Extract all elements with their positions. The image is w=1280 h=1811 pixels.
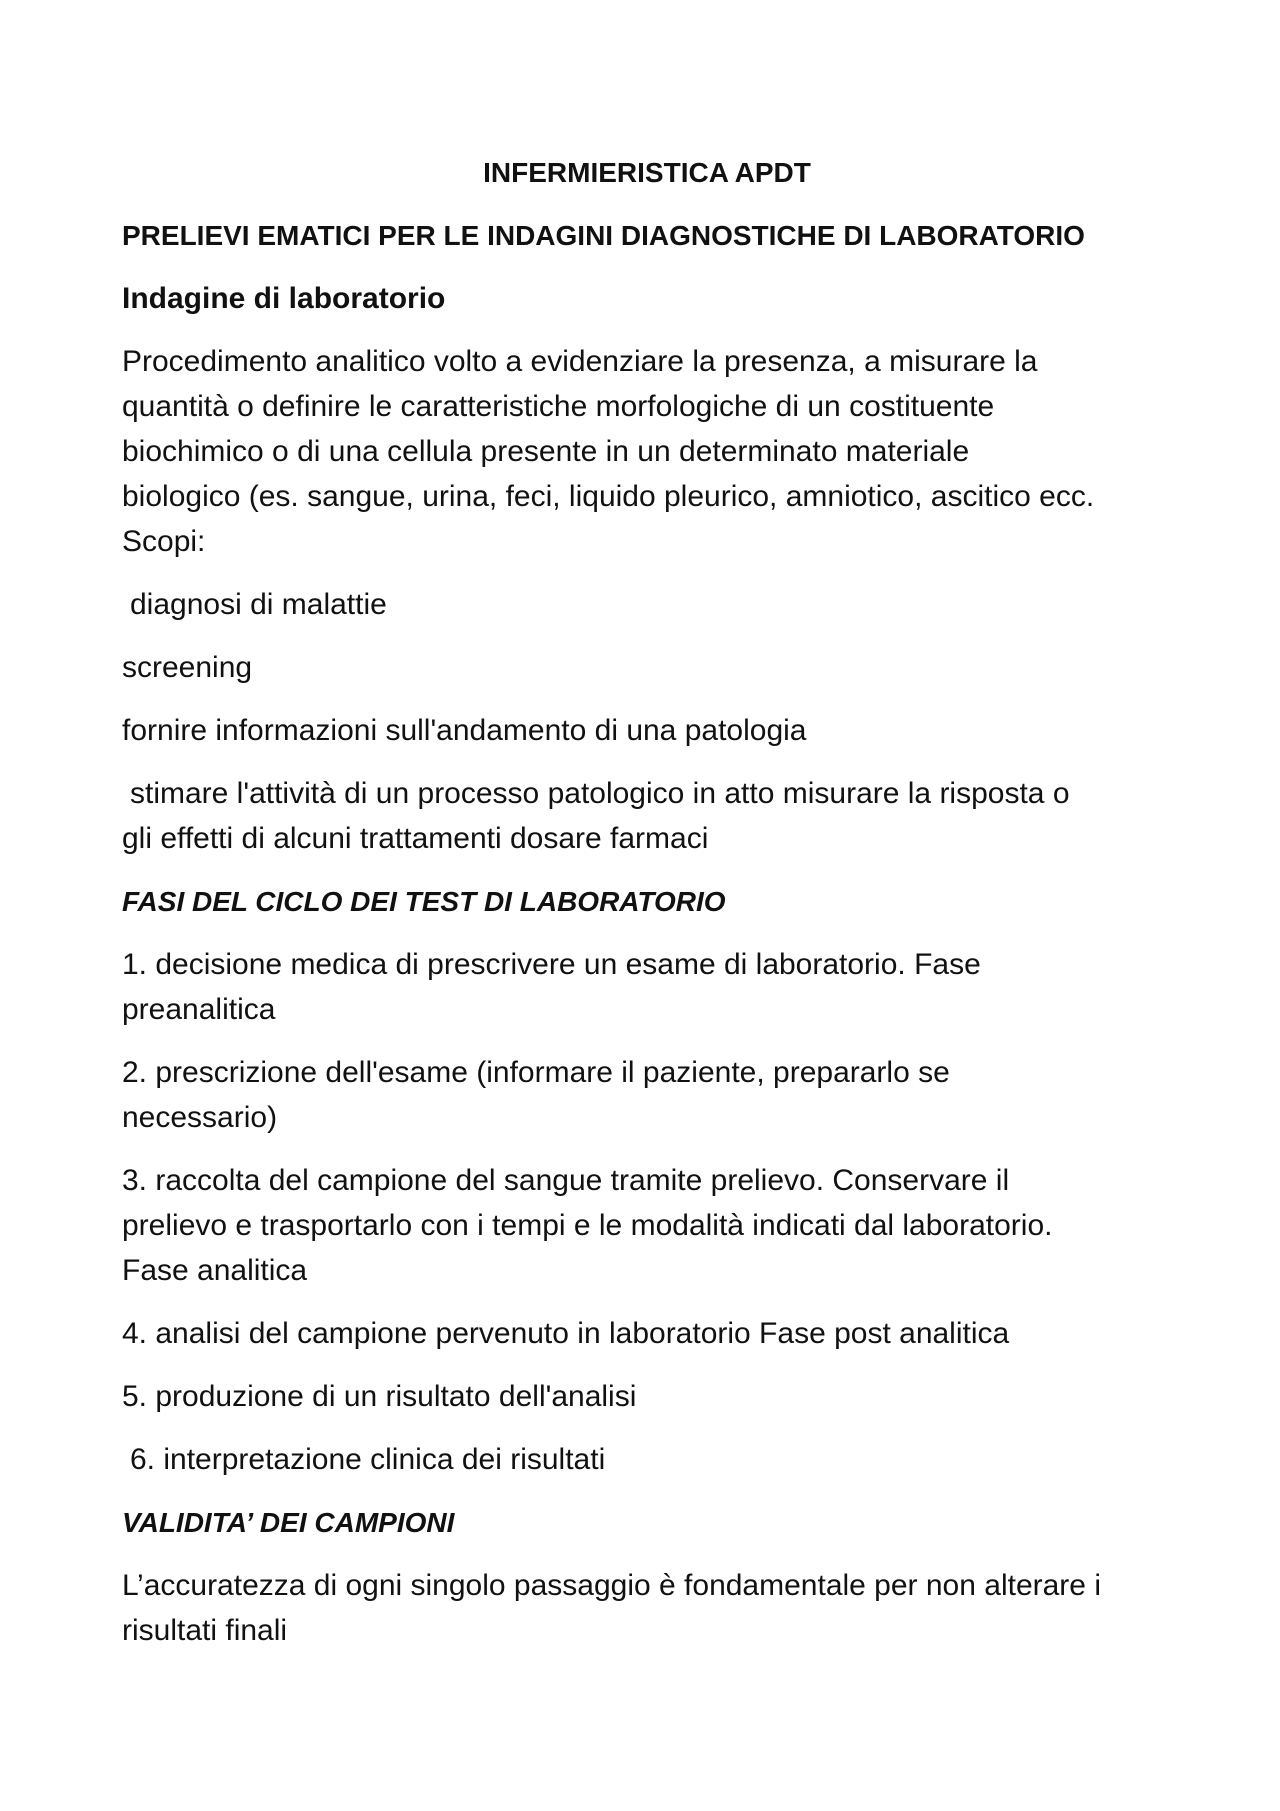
scope-item-diagnosi [122,582,1172,627]
phase-line: preanalitica [122,993,276,1026]
definition-line: Procedimento analitico volto a evidenziare la presenza, a misurare la [122,345,1038,378]
scope-item-text: gli effetti di alcuni trattamenti dosare farmaci [122,822,709,855]
validity-line: risultati finali [122,1614,288,1647]
phase-item-3 [122,1158,1172,1293]
phase-line: necessario) [122,1101,278,1134]
phase-item-1 [122,942,1172,1032]
phase-line: Fase analitica [122,1254,308,1287]
scope-item-text: diagnosi di malattie [130,588,387,621]
phase-item-6 [122,1437,1172,1482]
scope-item-text: fornire informazioni sull'andamento di una patologia [122,714,807,747]
definition-line: biochimico o di una cellula presente in un determinato materiale [122,435,970,468]
subheading-indagine: Indagine di laboratorio [122,282,446,315]
scope-item-text: stimare l'attività di un processo patologico in atto misurare la risposta o [130,777,1070,810]
phase-item-4 [122,1311,1172,1356]
phase-line: 3. raccolta del campione del sangue tramite prelievo. Conservare il [122,1164,1010,1197]
document-title: INFERMIERISTICA APDT [483,157,811,188]
definition-paragraph [122,339,1172,564]
scope-item-screening [122,645,1172,690]
scopes-label: Scopi: [122,525,206,558]
phase-line: prelievo e trasportarlo con i tempi e le modalità indicati dal laboratorio. [122,1209,1053,1242]
scope-item-stimare [122,771,1172,861]
validity-line: L’accuratezza di ogni singolo passaggio è fondamentale per non alterare i [122,1569,1101,1602]
definition-line: biologico (es. sangue, urina, feci, liquido pleurico, amniotico, ascitico ecc. [122,480,1095,513]
phase-line: 1. decisione medica di prescrivere un esame di laboratorio. Fase [122,948,981,981]
phase-line: 6. interpretazione clinica dei risultati [130,1443,606,1476]
validity-paragraph [122,1563,1172,1653]
phases-heading: FASI DEL CICLO DEI TEST DI LABORATORIO [122,886,726,917]
scope-item-text: screening [122,651,253,684]
phase-line: 2. prescrizione dell'esame (informare il paziente, prepararlo se [122,1056,950,1089]
definition-line: quantità o definire le caratteristiche morfologiche di un costituente [122,390,995,423]
document-page [122,150,1172,1671]
phase-item-2 [122,1050,1172,1140]
validity-heading: VALIDITA’ DEI CAMPIONI [122,1507,455,1538]
phase-item-5 [122,1374,1172,1419]
scope-item-informazioni [122,708,1172,753]
phase-line: 5. produzione di un risultato dell'analisi [122,1380,637,1413]
section-heading: PRELIEVI EMATICI PER LE INDAGINI DIAGNOSTICHE DI LABORATORIO [122,220,1085,251]
phase-line: 4. analisi del campione pervenuto in laboratorio Fase post analitica [122,1317,1010,1350]
